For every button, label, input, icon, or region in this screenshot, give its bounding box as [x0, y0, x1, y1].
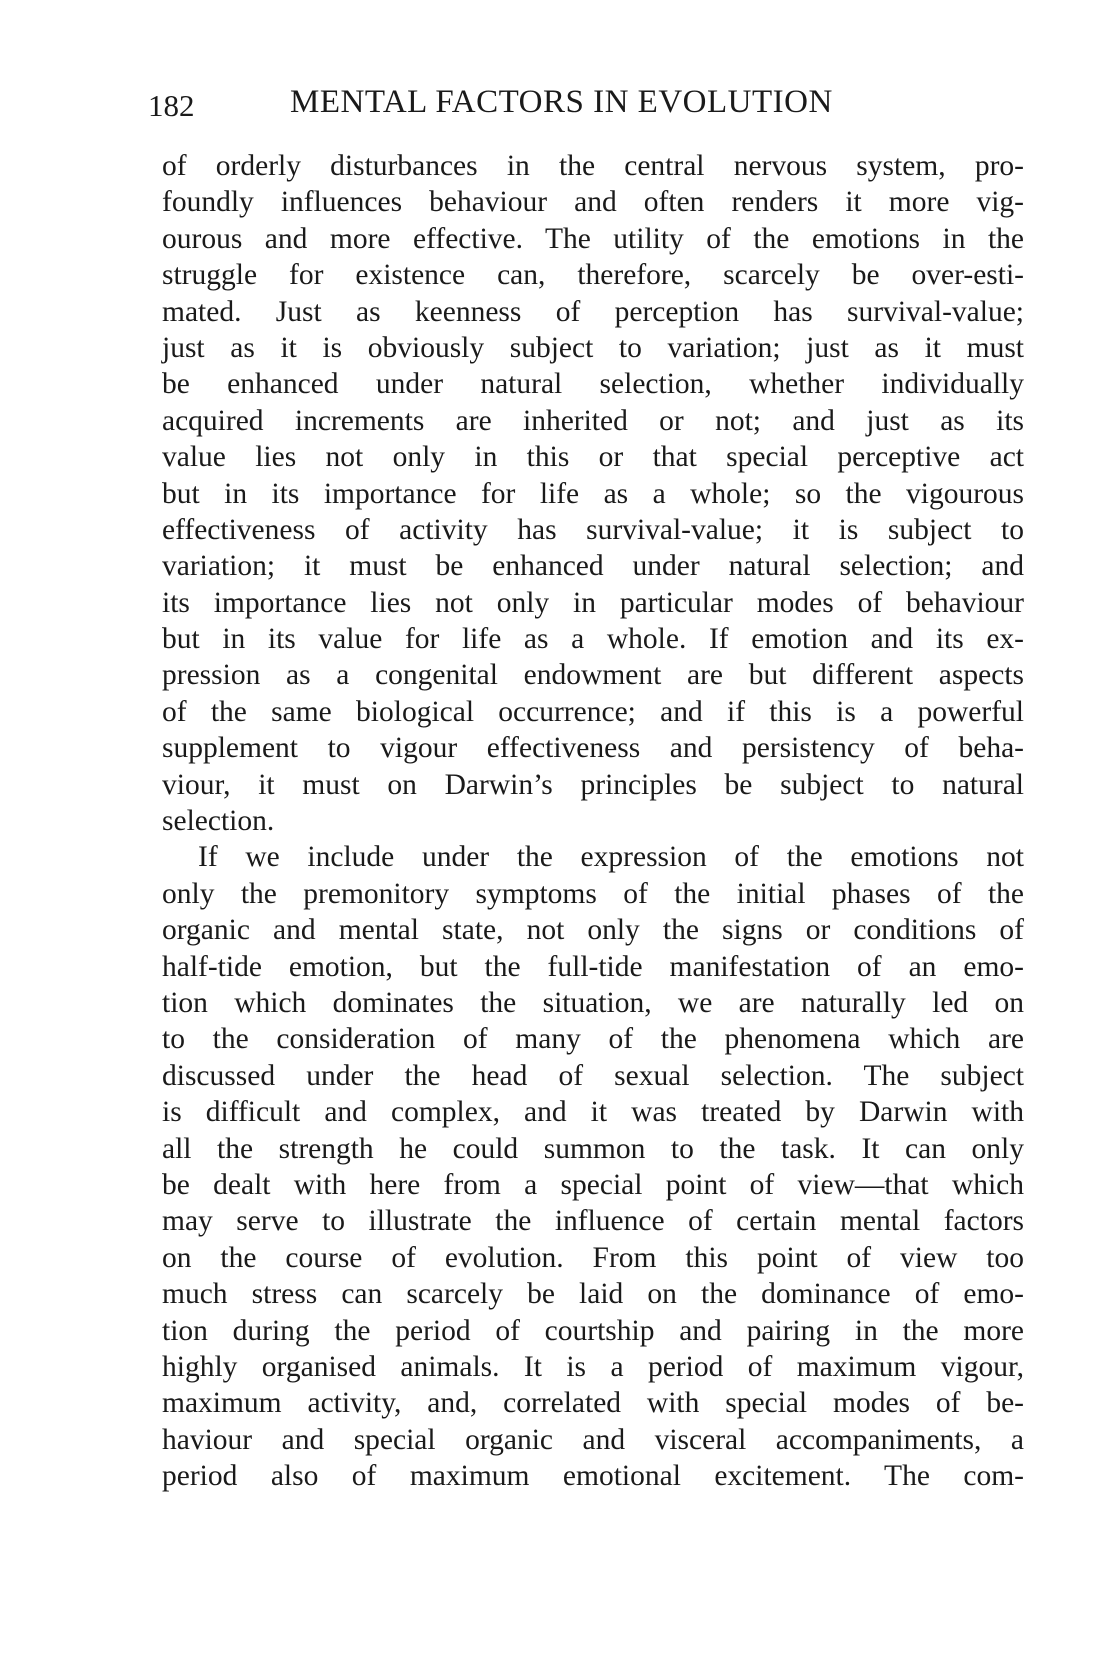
text-line: struggle for existence can, therefore, scarcely be over-esti- [162, 259, 1024, 292]
text-line: on the course of evolution. From this point of view too [162, 1241, 1024, 1274]
text-line: tion during the period of courtship and pairing in the more [162, 1314, 1024, 1347]
text-line: of the same biological occurrence; and if this is a powerful [162, 695, 1024, 728]
text-line: much stress can scarcely be laid on the dominance of emo- [162, 1278, 1024, 1311]
text-line: viour, it must on Darwin’s principles be subject to natural [162, 768, 1024, 801]
text-line: to the consideration of many of the phenomena which are [162, 1023, 1024, 1056]
text-line: be dealt with here from a special point of view—that which [162, 1168, 1024, 1201]
text-line: only the premonitory symptoms of the initial phases of the [162, 877, 1024, 910]
text-line: value lies not only in this or that special perceptive act [162, 441, 1024, 474]
text-line: may serve to illustrate the influence of certain mental factors [162, 1205, 1024, 1238]
text-line: selection. [162, 805, 275, 838]
text-line: all the strength he could summon to the task. It can only [162, 1132, 1024, 1165]
paragraph-1 [162, 148, 1024, 839]
text-line: If we include under the expression of the emotions not [198, 841, 1024, 874]
body-text [162, 148, 1024, 1494]
running-title: MENTAL FACTORS IN EVOLUTION [290, 84, 833, 120]
text-line: foundly influences behaviour and often renders it more vig- [162, 186, 1024, 219]
text-line: maximum activity, and, correlated with special modes of be- [162, 1387, 1024, 1420]
text-line: tion which dominates the situation, we are naturally led on [162, 986, 1024, 1019]
text-line: organic and mental state, not only the signs or conditions of [162, 914, 1024, 947]
text-line: supplement to vigour effectiveness and persistency of beha- [162, 732, 1024, 765]
running-head [148, 84, 883, 134]
text-line: period also of maximum emotional excitement. The com- [162, 1460, 1024, 1493]
text-line: its importance lies not only in particular modes of behaviour [162, 586, 1024, 619]
text-line: is difficult and complex, and it was treated by Darwin with [162, 1096, 1024, 1129]
text-line: highly organised animals. It is a period of maximum vigour, [162, 1350, 1024, 1383]
text-line: but in its importance for life as a whole; so the vigourous [162, 477, 1024, 510]
text-line: but in its value for life as a whole. If emotion and its ex- [162, 623, 1024, 656]
text-line: just as it is obviously subject to variation; just as it must [162, 331, 1024, 364]
paragraph-2 [162, 839, 1024, 1494]
text-line: of orderly disturbances in the central nervous system, pro- [162, 150, 1024, 182]
text-line: pression as a congenital endowment are but different aspects [162, 659, 1024, 692]
text-line: discussed under the head of sexual selection. The subject [162, 1059, 1024, 1092]
text-line: ourous and more effective. The utility of the emotions in the [162, 222, 1024, 255]
text-line: haviour and special organic and visceral accompaniments, a [162, 1423, 1024, 1456]
text-line: effectiveness of activity has survival-value; it is subject to [162, 513, 1024, 546]
text-line: acquired increments are inherited or not; and just as its [162, 404, 1024, 437]
page-number: 182 [148, 88, 195, 123]
text-line: mated. Just as keenness of perception has survival-value; [162, 295, 1024, 328]
text-line: variation; it must be enhanced under natural selection; and [162, 550, 1024, 583]
text-line: half-tide emotion, but the full-tide manifestation of an emo- [162, 950, 1024, 983]
text-line: be enhanced under natural selection, whether individually [162, 368, 1024, 401]
